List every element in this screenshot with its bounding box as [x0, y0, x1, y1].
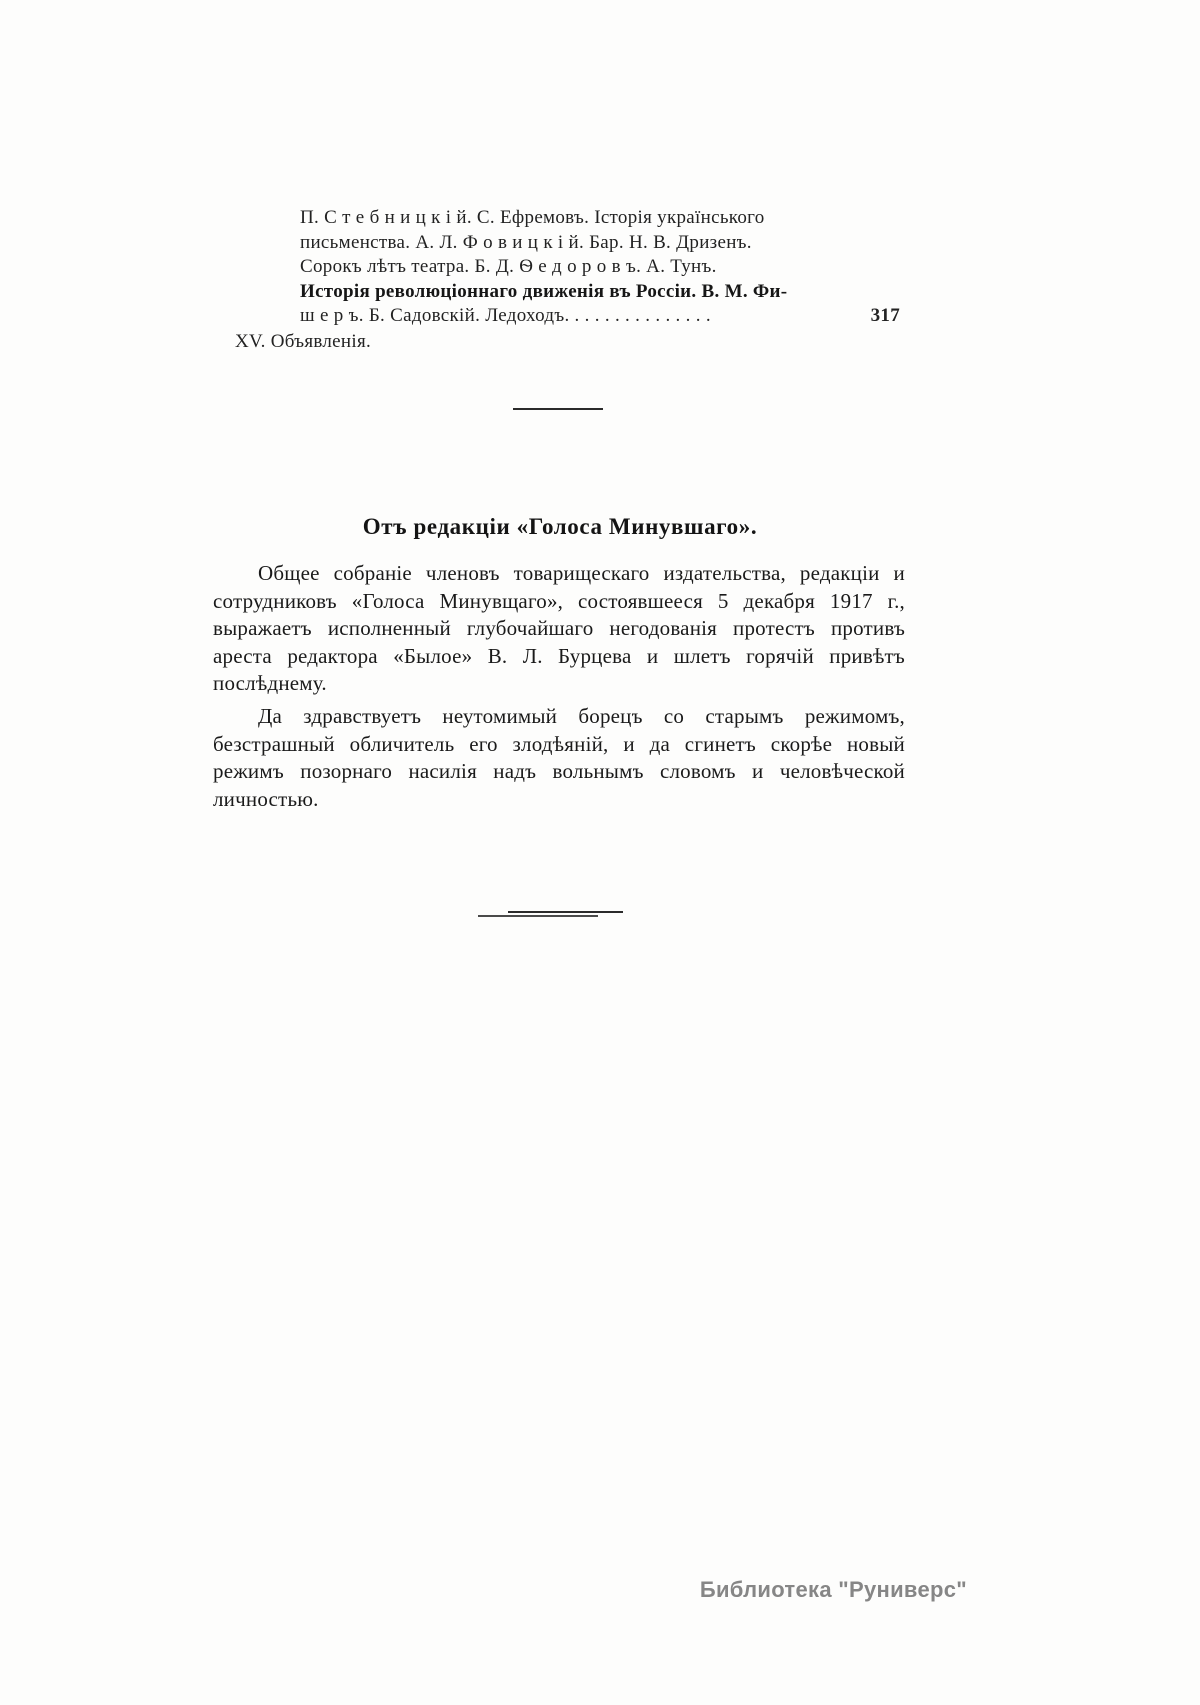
toc-line: Исторія революціоннаго движенія въ Россіи. В. М. Фи-: [300, 280, 788, 302]
article-title: Отъ редакціи «Голоса Минувшаго».: [362, 514, 758, 539]
toc-line: Сорокъ лѣтъ театра. Б. Д. Ѳ е д о р о в ъ. А. Тунъ.: [300, 256, 717, 277]
toc-page-number: 317: [870, 305, 900, 326]
end-divider-line: [478, 915, 598, 917]
toc-line: XV. Объявленія.: [235, 330, 372, 352]
paragraph: Да здравствуетъ неутомимый борецъ со старымъ режимомъ, безстрашный обличитель его злодѣяній, и да сгинетъ скорѣе новый режимъ позорнаго насилія надъ вольнымъ словомъ и человѣческой личностью.: [213, 703, 905, 811]
toc-line-text: ш е р ъ. Б. Садовскій. Ледоходъ. . . . . . . . . . . . . . .: [300, 305, 711, 326]
end-divider: [478, 911, 628, 919]
toc-line: [300, 304, 900, 329]
end-divider-line: [508, 911, 623, 913]
toc-line: письменства. А. Л. Ф о в и ц к і й. Бар. Н. В. Дризенъ.: [300, 231, 752, 253]
section-divider: [513, 408, 603, 410]
paragraph: Общее собраніе членовъ товарищескаго издательства, редакціи и сотрудниковъ «Голоса Минувщаго», состоявшееся 5 декабря 1917 г., выражаетъ исполненный глубочайшаго негодованія протестъ противъ ареста редактора «Былое» В. Л. Бурцева и шлетъ горячій привѣтъ послѣднему.: [213, 561, 905, 696]
watermark: Библиотека "Руниверс": [699, 1577, 967, 1602]
toc-line: П. С т е б н и ц к і й. С. Ефремовъ. Історія українського: [300, 207, 765, 228]
article-body: [213, 560, 905, 818]
table-of-contents: [235, 206, 900, 354]
